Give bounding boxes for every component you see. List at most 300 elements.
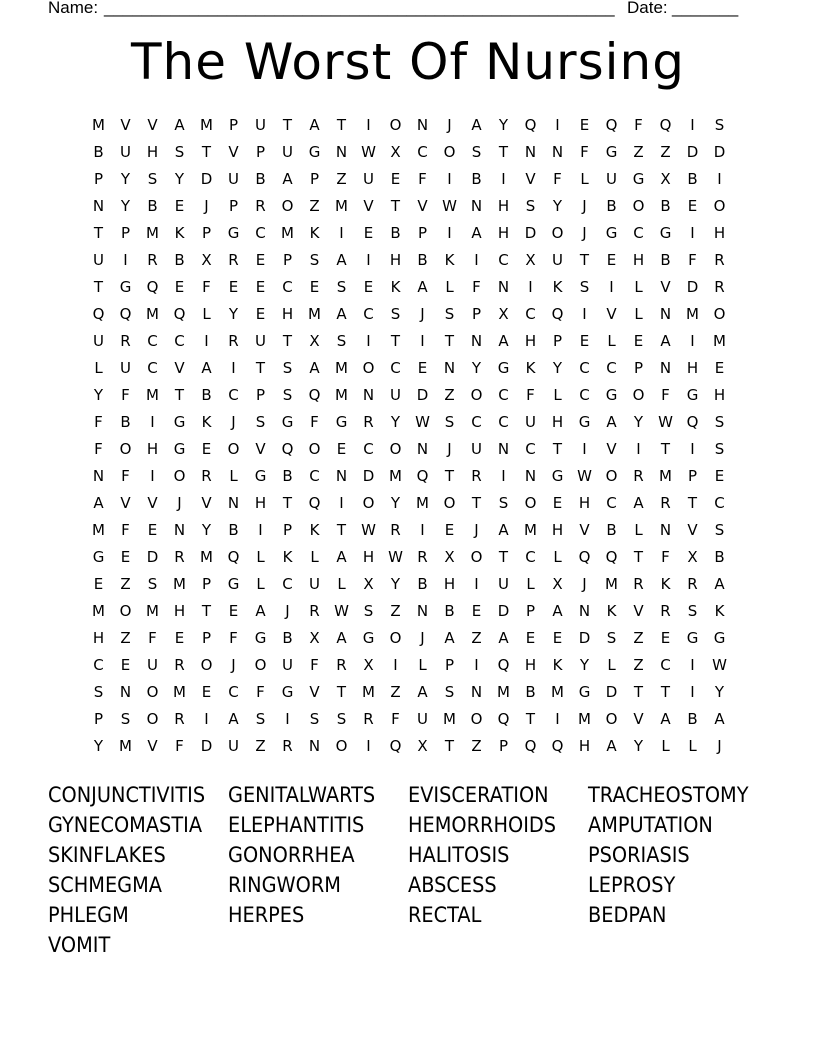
grid-letter[interactable]: K	[606, 602, 617, 620]
grid-letter[interactable]: X	[660, 170, 671, 188]
grid-letter[interactable]: H	[146, 143, 159, 161]
grid-letter[interactable]: I	[690, 683, 695, 701]
grid-letter[interactable]: W	[361, 521, 376, 539]
grid-letter[interactable]: H	[551, 521, 564, 539]
grid-letter[interactable]: V	[228, 143, 239, 161]
grid-letter[interactable]: Q	[551, 305, 564, 323]
grid-letter[interactable]: H	[632, 251, 645, 269]
grid-letter[interactable]: H	[146, 440, 159, 458]
grid-letter[interactable]: I	[501, 170, 506, 188]
grid-letter[interactable]: R	[147, 251, 158, 269]
grid-letter[interactable]: Z	[390, 602, 401, 620]
grid-letter[interactable]: R	[309, 602, 320, 620]
grid-letter[interactable]: C	[498, 413, 509, 431]
grid-letter[interactable]: T	[633, 548, 644, 566]
grid-letter[interactable]: P	[120, 224, 131, 242]
grid-letter[interactable]: T	[660, 683, 671, 701]
grid-letter[interactable]: K	[174, 224, 185, 242]
grid-letter[interactable]: Y	[390, 413, 401, 431]
grid-letter[interactable]: U	[606, 170, 617, 188]
grid-letter[interactable]: Z	[336, 170, 347, 188]
grid-letter[interactable]: T	[660, 440, 671, 458]
grid-letter[interactable]: Y	[633, 737, 644, 755]
grid-letter[interactable]: I	[447, 170, 452, 188]
grid-letter[interactable]: M	[713, 332, 726, 350]
grid-letter[interactable]: I	[690, 656, 695, 674]
grid-letter[interactable]: A	[498, 521, 509, 539]
grid-letter[interactable]: O	[443, 143, 456, 161]
grid-letter[interactable]: A	[309, 116, 320, 134]
grid-letter[interactable]: O	[335, 737, 348, 755]
grid-letter[interactable]: M	[146, 386, 159, 404]
grid-letter[interactable]: X	[201, 251, 212, 269]
grid-letter[interactable]: A	[93, 494, 104, 512]
grid-letter[interactable]: V	[606, 305, 617, 323]
grid-letter[interactable]: I	[420, 332, 425, 350]
grid-letter[interactable]: D	[200, 170, 213, 188]
grid-letter[interactable]: O	[713, 305, 726, 323]
grid-letter[interactable]: I	[501, 467, 506, 485]
grid-letter[interactable]: E	[174, 629, 185, 647]
grid-letter[interactable]: G	[578, 413, 591, 431]
grid-letter[interactable]: I	[690, 440, 695, 458]
grid-letter[interactable]: U	[498, 575, 509, 593]
grid-letter[interactable]: A	[660, 332, 671, 350]
grid-letter[interactable]: O	[146, 710, 159, 728]
grid-letter[interactable]: O	[389, 116, 402, 134]
grid-letter[interactable]: N	[443, 359, 456, 377]
grid-letter[interactable]: H	[173, 602, 186, 620]
grid-letter[interactable]: V	[633, 710, 644, 728]
grid-letter[interactable]: E	[579, 332, 590, 350]
grid-letter[interactable]: A	[255, 602, 266, 620]
grid-letter[interactable]: K	[282, 548, 293, 566]
grid-letter[interactable]: X	[525, 251, 536, 269]
grid-letter[interactable]: I	[420, 521, 425, 539]
grid-letter[interactable]: D	[200, 737, 213, 755]
grid-letter[interactable]: O	[281, 197, 294, 215]
grid-letter[interactable]: J	[582, 197, 587, 215]
grid-letter[interactable]: Y	[93, 737, 104, 755]
grid-letter[interactable]: H	[497, 197, 510, 215]
grid-letter[interactable]: I	[690, 224, 695, 242]
grid-letter[interactable]: R	[174, 710, 185, 728]
grid-letter[interactable]: G	[173, 440, 186, 458]
grid-letter[interactable]: A	[282, 170, 293, 188]
grid-letter[interactable]: A	[552, 602, 563, 620]
grid-letter[interactable]: N	[92, 467, 105, 485]
grid-letter[interactable]: Q	[578, 548, 591, 566]
grid-letter[interactable]: A	[714, 710, 725, 728]
grid-letter[interactable]: K	[714, 602, 725, 620]
grid-letter[interactable]: Y	[633, 413, 644, 431]
grid-letter[interactable]: N	[227, 494, 240, 512]
grid-letter[interactable]: D	[497, 602, 510, 620]
grid-letter[interactable]: R	[336, 656, 347, 674]
grid-letter[interactable]: Z	[444, 386, 455, 404]
grid-letter[interactable]: C	[255, 224, 266, 242]
grid-letter[interactable]: Z	[390, 683, 401, 701]
grid-letter[interactable]: I	[636, 440, 641, 458]
grid-letter[interactable]: R	[633, 467, 644, 485]
grid-letter[interactable]: X	[390, 143, 401, 161]
grid-letter[interactable]: D	[686, 143, 699, 161]
grid-letter[interactable]: Q	[605, 548, 618, 566]
grid-letter[interactable]: I	[528, 278, 533, 296]
grid-letter[interactable]: G	[497, 359, 510, 377]
grid-letter[interactable]: I	[447, 224, 452, 242]
grid-letter[interactable]: R	[660, 602, 671, 620]
grid-letter[interactable]: M	[335, 359, 348, 377]
grid-letter[interactable]: U	[417, 710, 428, 728]
grid-letter[interactable]: S	[714, 521, 725, 539]
grid-letter[interactable]: N	[470, 197, 483, 215]
grid-letter[interactable]: S	[525, 197, 536, 215]
grid-letter[interactable]: E	[201, 683, 212, 701]
grid-letter[interactable]: Z	[120, 575, 131, 593]
grid-letter[interactable]: U	[282, 143, 293, 161]
grid-letter[interactable]: J	[177, 494, 182, 512]
grid-letter[interactable]: L	[445, 278, 454, 296]
grid-letter[interactable]: Q	[119, 305, 132, 323]
grid-letter[interactable]: F	[553, 170, 562, 188]
grid-letter[interactable]: G	[605, 143, 618, 161]
grid-letter[interactable]: O	[713, 197, 726, 215]
grid-letter[interactable]: T	[498, 143, 509, 161]
grid-letter[interactable]: S	[309, 251, 320, 269]
grid-letter[interactable]: I	[582, 305, 587, 323]
grid-letter[interactable]: M	[362, 683, 375, 701]
grid-letter[interactable]: E	[363, 224, 374, 242]
grid-letter[interactable]: E	[606, 251, 617, 269]
grid-letter[interactable]: I	[204, 710, 209, 728]
grid-letter[interactable]: E	[147, 521, 158, 539]
grid-letter[interactable]: R	[174, 656, 185, 674]
grid-letter[interactable]: G	[335, 413, 348, 431]
grid-letter[interactable]: G	[578, 683, 591, 701]
grid-letter[interactable]: K	[390, 278, 401, 296]
grid-letter[interactable]: I	[366, 737, 371, 755]
grid-letter[interactable]: A	[336, 629, 347, 647]
grid-letter[interactable]: V	[201, 494, 212, 512]
grid-letter[interactable]: H	[524, 656, 537, 674]
grid-letter[interactable]: X	[309, 332, 320, 350]
grid-letter[interactable]: O	[200, 656, 213, 674]
grid-letter[interactable]: L	[526, 575, 535, 593]
grid-letter[interactable]: G	[605, 224, 618, 242]
grid-letter[interactable]: T	[471, 494, 482, 512]
grid-letter[interactable]: I	[231, 359, 236, 377]
grid-letter[interactable]: U	[120, 143, 131, 161]
grid-letter[interactable]: V	[174, 359, 185, 377]
grid-letter[interactable]: R	[417, 548, 428, 566]
grid-letter[interactable]: S	[255, 710, 266, 728]
grid-letter[interactable]: Y	[201, 521, 212, 539]
grid-letter[interactable]: S	[174, 143, 185, 161]
grid-letter[interactable]: B	[687, 710, 698, 728]
grid-letter[interactable]: I	[474, 251, 479, 269]
grid-letter[interactable]: G	[173, 413, 186, 431]
grid-letter[interactable]: H	[578, 737, 591, 755]
grid-letter[interactable]: S	[282, 386, 293, 404]
grid-letter[interactable]: I	[690, 116, 695, 134]
grid-letter[interactable]: Y	[579, 656, 590, 674]
grid-letter[interactable]: B	[147, 197, 158, 215]
grid-letter[interactable]: M	[335, 386, 348, 404]
grid-letter[interactable]: U	[552, 251, 563, 269]
grid-letter[interactable]: P	[255, 143, 266, 161]
grid-letter[interactable]: E	[93, 575, 104, 593]
grid-letter[interactable]: E	[120, 656, 131, 674]
grid-letter[interactable]: M	[281, 224, 294, 242]
grid-letter[interactable]: S	[714, 440, 725, 458]
grid-letter[interactable]: E	[471, 602, 482, 620]
grid-letter[interactable]: F	[121, 521, 130, 539]
grid-letter[interactable]: S	[336, 278, 347, 296]
grid-letter[interactable]: H	[254, 494, 267, 512]
grid-letter[interactable]: G	[632, 170, 645, 188]
grid-letter[interactable]: V	[255, 440, 266, 458]
grid-letter[interactable]: L	[607, 332, 616, 350]
grid-letter[interactable]: A	[228, 710, 239, 728]
grid-letter[interactable]: E	[660, 629, 671, 647]
grid-letter[interactable]: U	[255, 116, 266, 134]
grid-letter[interactable]: F	[310, 656, 319, 674]
grid-letter[interactable]: E	[255, 305, 266, 323]
grid-letter[interactable]: J	[285, 602, 290, 620]
grid-letter[interactable]: Z	[309, 197, 320, 215]
grid-letter[interactable]: A	[606, 413, 617, 431]
grid-letter[interactable]: N	[524, 143, 537, 161]
grid-letter[interactable]: S	[336, 710, 347, 728]
grid-letter[interactable]: F	[121, 467, 130, 485]
grid-letter[interactable]: B	[687, 170, 698, 188]
grid-letter[interactable]: K	[525, 359, 536, 377]
grid-letter[interactable]: P	[687, 467, 698, 485]
grid-letter[interactable]: F	[418, 170, 427, 188]
grid-letter[interactable]: P	[201, 629, 212, 647]
grid-letter[interactable]: E	[579, 116, 590, 134]
grid-letter[interactable]: O	[119, 602, 132, 620]
grid-letter[interactable]: I	[474, 575, 479, 593]
grid-letter[interactable]: H	[362, 548, 375, 566]
grid-letter[interactable]: E	[363, 278, 374, 296]
grid-letter[interactable]: Y	[120, 170, 131, 188]
grid-letter[interactable]: M	[146, 602, 159, 620]
grid-letter[interactable]: C	[147, 359, 158, 377]
grid-letter[interactable]: O	[389, 440, 402, 458]
grid-letter[interactable]: O	[524, 494, 537, 512]
grid-letter[interactable]: M	[308, 305, 321, 323]
grid-letter[interactable]: V	[309, 683, 320, 701]
grid-letter[interactable]: B	[201, 386, 212, 404]
grid-letter[interactable]: H	[524, 332, 537, 350]
grid-letter[interactable]: F	[229, 629, 238, 647]
grid-letter[interactable]: D	[605, 683, 618, 701]
grid-letter[interactable]: R	[363, 413, 374, 431]
grid-letter[interactable]: Q	[605, 116, 618, 134]
grid-letter[interactable]: O	[551, 224, 564, 242]
grid-letter[interactable]: W	[388, 548, 403, 566]
grid-letter[interactable]: P	[552, 332, 563, 350]
grid-letter[interactable]: T	[282, 494, 293, 512]
grid-letter[interactable]: E	[309, 278, 320, 296]
grid-letter[interactable]: P	[255, 386, 266, 404]
grid-letter[interactable]: N	[416, 602, 429, 620]
grid-letter[interactable]: J	[582, 575, 587, 593]
grid-letter[interactable]: O	[119, 440, 132, 458]
grid-letter[interactable]: I	[609, 278, 614, 296]
grid-letter[interactable]: D	[713, 143, 726, 161]
grid-letter[interactable]: R	[174, 548, 185, 566]
grid-letter[interactable]: J	[420, 305, 425, 323]
grid-letter[interactable]: W	[658, 413, 673, 431]
grid-letter[interactable]: E	[174, 278, 185, 296]
grid-letter[interactable]: Y	[174, 170, 185, 188]
grid-letter[interactable]: Y	[471, 359, 482, 377]
grid-letter[interactable]: Y	[390, 494, 401, 512]
grid-letter[interactable]: C	[417, 143, 428, 161]
grid-letter[interactable]: E	[201, 440, 212, 458]
grid-letter[interactable]: U	[255, 332, 266, 350]
grid-letter[interactable]: T	[336, 683, 347, 701]
grid-letter[interactable]: G	[308, 143, 321, 161]
grid-letter[interactable]: S	[255, 413, 266, 431]
grid-letter[interactable]: Q	[416, 467, 429, 485]
grid-letter[interactable]: N	[362, 386, 375, 404]
grid-letter[interactable]: P	[525, 602, 536, 620]
grid-letter[interactable]: C	[93, 656, 104, 674]
grid-letter[interactable]: Q	[497, 656, 510, 674]
grid-letter[interactable]: R	[687, 575, 698, 593]
grid-letter[interactable]: J	[231, 413, 236, 431]
grid-letter[interactable]: H	[281, 305, 294, 323]
grid-letter[interactable]: P	[228, 116, 239, 134]
grid-letter[interactable]: S	[687, 602, 698, 620]
grid-letter[interactable]: B	[174, 251, 185, 269]
grid-letter[interactable]: E	[552, 629, 563, 647]
grid-letter[interactable]: J	[231, 656, 236, 674]
grid-letter[interactable]: L	[337, 575, 346, 593]
grid-letter[interactable]: G	[227, 224, 240, 242]
grid-letter[interactable]: P	[417, 224, 428, 242]
grid-letter[interactable]: E	[174, 197, 185, 215]
grid-letter[interactable]: S	[390, 305, 401, 323]
grid-letter[interactable]: N	[173, 521, 186, 539]
grid-letter[interactable]: K	[552, 278, 563, 296]
grid-letter[interactable]: O	[227, 440, 240, 458]
grid-letter[interactable]: O	[362, 359, 375, 377]
grid-letter[interactable]: W	[442, 197, 457, 215]
grid-letter[interactable]: E	[255, 251, 266, 269]
grid-letter[interactable]: U	[147, 656, 158, 674]
grid-letter[interactable]: E	[390, 170, 401, 188]
grid-letter[interactable]: A	[660, 710, 671, 728]
grid-letter[interactable]: D	[578, 629, 591, 647]
grid-letter[interactable]: V	[147, 494, 158, 512]
grid-letter[interactable]: N	[335, 143, 348, 161]
grid-letter[interactable]: P	[228, 197, 239, 215]
grid-letter[interactable]: P	[498, 737, 509, 755]
grid-letter[interactable]: R	[633, 575, 644, 593]
grid-letter[interactable]: F	[310, 413, 319, 431]
grid-letter[interactable]: Q	[389, 737, 402, 755]
grid-letter[interactable]: O	[146, 683, 159, 701]
grid-letter[interactable]: H	[713, 386, 726, 404]
grid-letter[interactable]: X	[444, 548, 455, 566]
grid-letter[interactable]: R	[363, 710, 374, 728]
grid-letter[interactable]: Q	[308, 494, 321, 512]
grid-letter[interactable]: P	[471, 305, 482, 323]
grid-letter[interactable]: T	[255, 359, 266, 377]
grid-letter[interactable]: F	[202, 278, 211, 296]
grid-letter[interactable]: V	[579, 521, 590, 539]
grid-letter[interactable]: Q	[227, 548, 240, 566]
grid-letter[interactable]: U	[282, 656, 293, 674]
grid-letter[interactable]: R	[228, 332, 239, 350]
grid-letter[interactable]: J	[447, 116, 452, 134]
grid-letter[interactable]: I	[150, 413, 155, 431]
grid-letter[interactable]: S	[498, 494, 509, 512]
grid-letter[interactable]: L	[634, 305, 643, 323]
grid-letter[interactable]: N	[659, 359, 672, 377]
grid-letter[interactable]: E	[714, 467, 725, 485]
grid-letter[interactable]: R	[471, 467, 482, 485]
grid-letter[interactable]: Z	[471, 629, 482, 647]
grid-letter[interactable]: W	[577, 467, 592, 485]
grid-letter[interactable]: U	[471, 440, 482, 458]
grid-letter[interactable]: U	[390, 386, 401, 404]
grid-letter[interactable]: C	[309, 467, 320, 485]
grid-letter[interactable]: A	[498, 629, 509, 647]
grid-letter[interactable]: C	[174, 332, 185, 350]
grid-letter[interactable]: E	[687, 197, 698, 215]
grid-letter[interactable]: C	[282, 575, 293, 593]
grid-letter[interactable]: F	[688, 251, 697, 269]
grid-letter[interactable]: M	[389, 467, 402, 485]
grid-letter[interactable]: S	[444, 413, 455, 431]
grid-letter[interactable]: N	[551, 143, 564, 161]
grid-letter[interactable]: F	[526, 386, 535, 404]
grid-letter[interactable]: A	[471, 116, 482, 134]
grid-letter[interactable]: G	[254, 467, 267, 485]
grid-letter[interactable]: L	[256, 575, 265, 593]
grid-letter[interactable]: B	[471, 170, 482, 188]
grid-letter[interactable]: A	[417, 683, 428, 701]
grid-letter[interactable]: P	[633, 359, 644, 377]
grid-letter[interactable]: B	[660, 197, 671, 215]
grid-letter[interactable]: D	[146, 548, 159, 566]
grid-letter[interactable]: T	[552, 440, 563, 458]
grid-letter[interactable]: C	[525, 440, 536, 458]
grid-letter[interactable]: M	[200, 548, 213, 566]
grid-letter[interactable]: L	[634, 521, 643, 539]
grid-letter[interactable]: I	[150, 467, 155, 485]
grid-letter[interactable]: I	[555, 116, 560, 134]
grid-letter[interactable]: C	[579, 386, 590, 404]
grid-letter[interactable]: A	[201, 359, 212, 377]
grid-letter[interactable]: U	[93, 332, 104, 350]
grid-letter[interactable]: O	[389, 629, 402, 647]
grid-letter[interactable]: W	[415, 413, 430, 431]
grid-letter[interactable]: I	[123, 251, 128, 269]
grid-letter[interactable]: S	[336, 332, 347, 350]
grid-letter[interactable]: J	[447, 440, 452, 458]
grid-letter[interactable]: W	[712, 656, 727, 674]
grid-letter[interactable]: N	[524, 467, 537, 485]
grid-letter[interactable]: S	[714, 116, 725, 134]
grid-letter[interactable]: U	[120, 359, 131, 377]
